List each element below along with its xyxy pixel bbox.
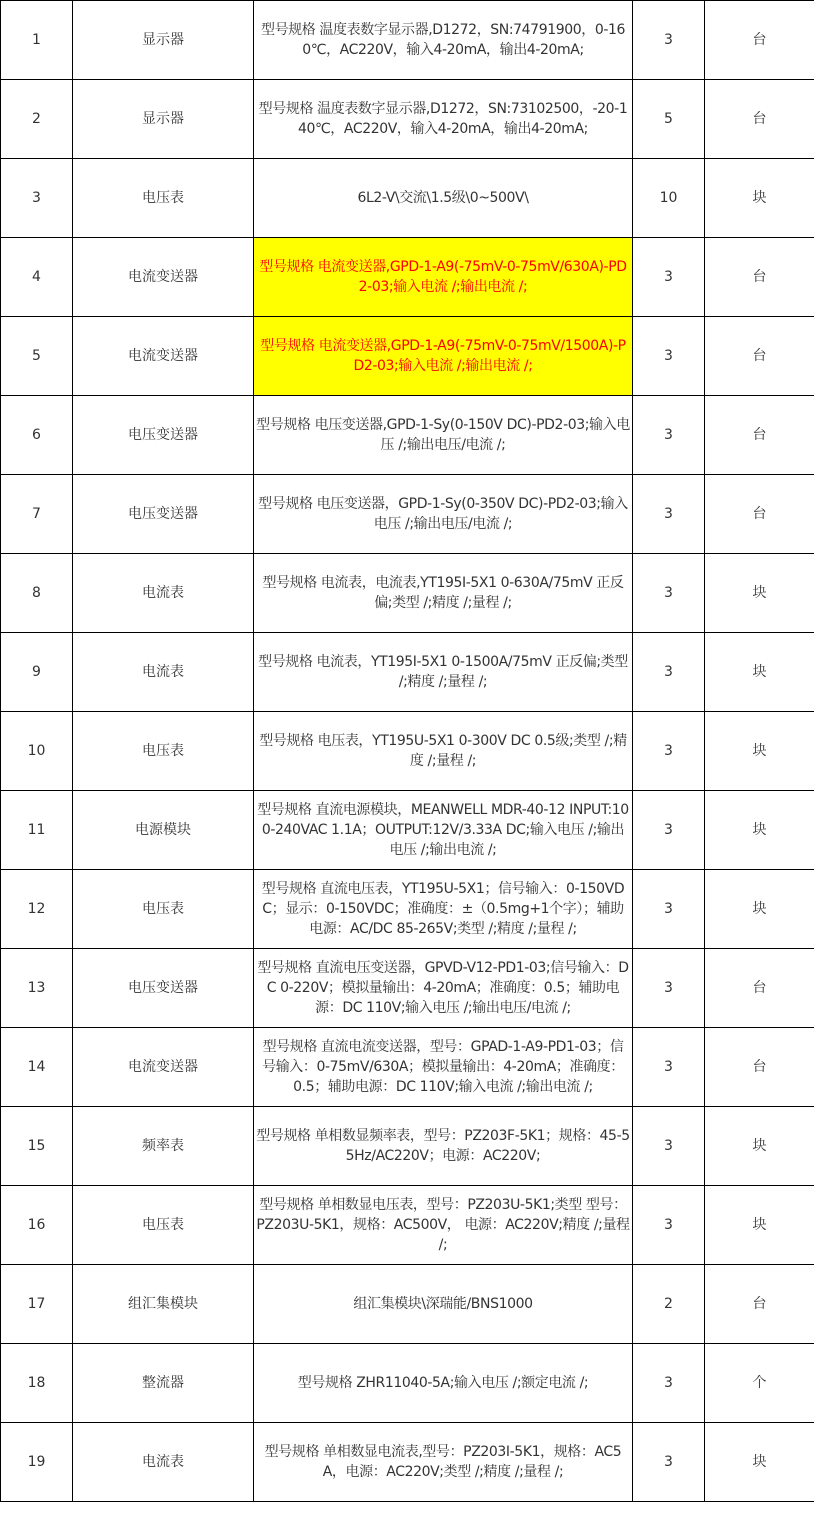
item-spec: 型号规格 直流电流变送器，型号：GPAD-1-A9-PD1-03；信号输入：0-75mV/630A；模拟量输出：4-20mA；准确度：0.5；辅助电源：DC 110V;输入电流 /;输出电流 /;	[254, 1028, 633, 1107]
item-unit: 块	[705, 791, 814, 870]
table-row	[1, 80, 814, 159]
row-number: 7	[1, 475, 73, 554]
row-number: 3	[1, 159, 73, 238]
item-spec: 型号规格 电压表，YT195U-5X1 0-300V DC 0.5级;类型 /;精度 /;量程 /;	[254, 712, 633, 791]
table-row	[1, 633, 814, 712]
table-row	[1, 1, 814, 80]
table-row	[1, 1028, 814, 1107]
item-spec: 型号规格 温度表数字显示器,D1272，SN:73102500，-20-140℃，AC220V，输入4-20mA，输出4-20mA;	[254, 80, 633, 159]
item-quantity: 3	[633, 791, 705, 870]
item-spec: 型号规格 电流变送器,GPD-1-A9(-75mV-0-75mV/1500A)-PD2-03;输入电流 /;输出电流 /;	[254, 317, 633, 396]
item-name: 整流器	[73, 1344, 254, 1423]
item-quantity: 10	[633, 159, 705, 238]
item-name: 频率表	[73, 1107, 254, 1186]
item-unit: 台	[705, 1, 814, 80]
item-name: 电流变送器	[73, 238, 254, 317]
item-quantity: 3	[633, 554, 705, 633]
row-number: 17	[1, 1265, 73, 1344]
item-spec: 型号规格 电流变送器,GPD-1-A9(-75mV-0-75mV/630A)-PD2-03;输入电流 /;输出电流 /;	[254, 238, 633, 317]
item-unit: 台	[705, 317, 814, 396]
table-row	[1, 238, 814, 317]
table-row	[1, 396, 814, 475]
item-unit: 台	[705, 1028, 814, 1107]
item-name: 电源模块	[73, 791, 254, 870]
item-name: 电流表	[73, 554, 254, 633]
item-spec: 型号规格 电压变送器，GPD-1-Sy(0-350V DC)-PD2-03;输入电压 /;输出电压/电流 /;	[254, 475, 633, 554]
item-name: 电压变送器	[73, 949, 254, 1028]
item-unit: 台	[705, 238, 814, 317]
table-row	[1, 712, 814, 791]
table-row	[1, 870, 814, 949]
item-unit: 块	[705, 870, 814, 949]
table-row	[1, 159, 814, 238]
item-spec: 型号规格 直流电压变送器，GPVD-V12-PD1-03;信号输入：DC 0-220V；模拟量输出：4-20mA；准确度：0.5；辅助电源：DC 110V;输入电压 /;输出电压/电流 /;	[254, 949, 633, 1028]
item-unit: 台	[705, 949, 814, 1028]
row-number: 2	[1, 80, 73, 159]
item-name: 电流表	[73, 633, 254, 712]
item-quantity: 3	[633, 475, 705, 554]
item-name: 电压表	[73, 159, 254, 238]
table-row	[1, 1265, 814, 1344]
item-unit: 块	[705, 554, 814, 633]
row-number: 12	[1, 870, 73, 949]
item-name: 显示器	[73, 80, 254, 159]
item-quantity: 3	[633, 1107, 705, 1186]
item-name: 电压表	[73, 1186, 254, 1265]
item-name: 电流变送器	[73, 317, 254, 396]
item-name: 电压表	[73, 870, 254, 949]
row-number: 18	[1, 1344, 73, 1423]
item-name: 电压表	[73, 712, 254, 791]
item-spec: 型号规格 温度表数字显示器,D1272，SN:74791900，0-160℃，AC220V，输入4-20mA，输出4-20mA;	[254, 1, 633, 80]
item-name: 显示器	[73, 1, 254, 80]
item-spec: 型号规格 直流电压表，YT195U-5X1；信号输入：0-150VDC；显示：0-150VDC；准确度：±（0.5mg+1个字）；辅助电源：AC/DC 85-265V;类型 /;精度 /;量程 /;	[254, 870, 633, 949]
item-spec: 型号规格 电流表，YT195I-5X1 0-1500A/75mV 正反偏;类型 /;精度 /;量程 /;	[254, 633, 633, 712]
item-name: 电压变送器	[73, 396, 254, 475]
item-spec: 型号规格 单相数显电流表,型号：PZ203I-5K1，规格：AC5A，电源：AC220V;类型 /;精度 /;量程 /;	[254, 1423, 633, 1502]
table-row	[1, 475, 814, 554]
item-spec: 组汇集模块\深瑞能/BNS1000	[254, 1265, 633, 1344]
table-row	[1, 317, 814, 396]
row-number: 4	[1, 238, 73, 317]
item-unit: 个	[705, 1344, 814, 1423]
table-row	[1, 949, 814, 1028]
item-unit: 块	[705, 633, 814, 712]
item-spec: 6L2-V\交流\1.5级\0~500V\	[254, 159, 633, 238]
item-spec: 型号规格 电压变送器,GPD-1-Sy(0-150V DC)-PD2-03;输入电压 /;输出电压/电流 /;	[254, 396, 633, 475]
row-number: 8	[1, 554, 73, 633]
item-quantity: 3	[633, 1186, 705, 1265]
row-number: 19	[1, 1423, 73, 1502]
table-row	[1, 554, 814, 633]
table-row	[1, 1344, 814, 1423]
item-spec: 型号规格 电流表，电流表,YT195I-5X1 0-630A/75mV 正反偏;类型 /;精度 /;量程 /;	[254, 554, 633, 633]
item-quantity: 3	[633, 633, 705, 712]
row-number: 13	[1, 949, 73, 1028]
item-unit: 台	[705, 80, 814, 159]
item-quantity: 5	[633, 80, 705, 159]
item-spec: 型号规格 直流电源模块，MEANWELL MDR-40-12 INPUT:100-240VAC 1.1A；OUTPUT:12V/3.33A DC;输入电压 /;输出电压 /;输出电流 /;	[254, 791, 633, 870]
row-number: 11	[1, 791, 73, 870]
item-quantity: 3	[633, 1028, 705, 1107]
row-number: 5	[1, 317, 73, 396]
item-spec: 型号规格 单相数显频率表，型号：PZ203F-5K1；规格：45-55Hz/AC220V；电源：AC220V;	[254, 1107, 633, 1186]
item-quantity: 3	[633, 238, 705, 317]
item-quantity: 3	[633, 712, 705, 791]
item-unit: 块	[705, 1186, 814, 1265]
item-unit: 台	[705, 396, 814, 475]
item-unit: 块	[705, 159, 814, 238]
item-unit: 块	[705, 1423, 814, 1502]
item-unit: 台	[705, 475, 814, 554]
row-number: 9	[1, 633, 73, 712]
item-unit: 台	[705, 1265, 814, 1344]
item-quantity: 3	[633, 1344, 705, 1423]
row-number: 1	[1, 1, 73, 80]
table-row	[1, 1186, 814, 1265]
item-quantity: 2	[633, 1265, 705, 1344]
item-quantity: 3	[633, 870, 705, 949]
item-quantity: 3	[633, 396, 705, 475]
table-row	[1, 1107, 814, 1186]
row-number: 10	[1, 712, 73, 791]
item-spec: 型号规格 ZHR11040-5A;输入电压 /;额定电流 /;	[254, 1344, 633, 1423]
table-row	[1, 1423, 814, 1502]
item-name: 电流表	[73, 1423, 254, 1502]
row-number: 6	[1, 396, 73, 475]
item-quantity: 3	[633, 317, 705, 396]
table-row	[1, 791, 814, 870]
row-number: 15	[1, 1107, 73, 1186]
row-number: 14	[1, 1028, 73, 1107]
table-body	[1, 1, 814, 1502]
item-spec: 型号规格 单相数显电压表，型号：PZ203U-5K1;类型 型号：PZ203U-5K1，规格：AC500V， 电源：AC220V;精度 /;量程 /;	[254, 1186, 633, 1265]
item-unit: 块	[705, 1107, 814, 1186]
item-name: 组汇集模块	[73, 1265, 254, 1344]
item-name: 电流变送器	[73, 1028, 254, 1107]
row-number: 16	[1, 1186, 73, 1265]
item-quantity: 3	[633, 1423, 705, 1502]
item-quantity: 3	[633, 1, 705, 80]
item-unit: 块	[705, 712, 814, 791]
item-quantity: 3	[633, 949, 705, 1028]
item-name: 电压变送器	[73, 475, 254, 554]
